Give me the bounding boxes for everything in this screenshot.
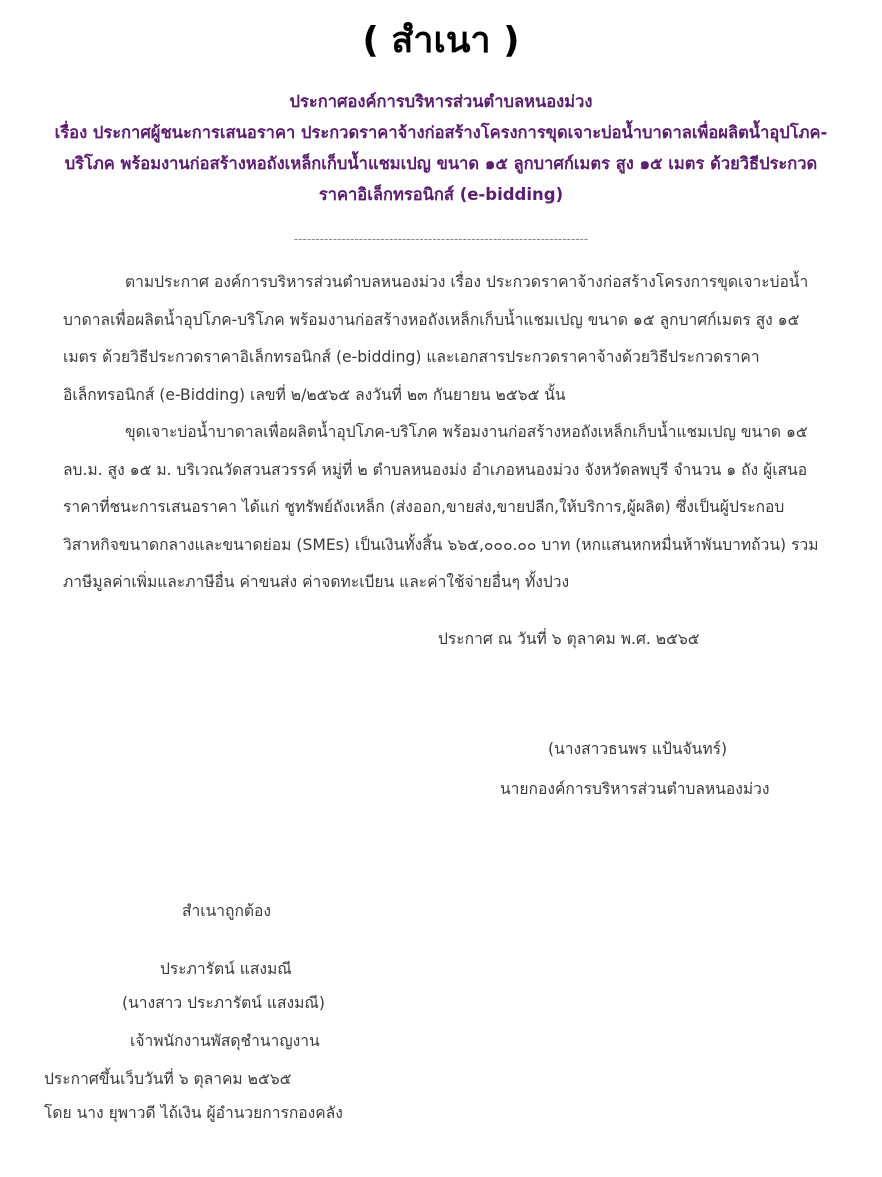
heading-subject-line-3: ราคาอิเล็กทรอนิกส์ (e-bidding) — [318, 185, 564, 204]
announcement-body — [63, 264, 853, 602]
signer-name: (นางสาวธนพร แป้นจันทร์) — [548, 740, 728, 758]
heading-divider: -------------------------------------------------------------------- — [293, 232, 589, 246]
paragraph2-line: ภาษีมูลค่าเพิ่มและภาษีอื่น ค่าขนส่ง ค่าจดทะเบียน และค่าใช้จ่ายอื่นๆ ทั้งปวง — [63, 573, 570, 591]
paragraph2-line: ขุดเจาะบ่อน้ำบาดาลเพื่อผลิตน้ำอุปโภค-บริโภค พร้อมงานก่อสร้างหอถังเหล็กเก็บน้ำแชมเปญ ขนาด ๑๕ — [125, 423, 808, 441]
posted-by: โดย นาง ยุพาวดี ไถ้เงิน ผู้อำนวยการกองคลัง — [44, 1104, 343, 1122]
paragraph1-line: เมตร ด้วยวิธีประกวดราคาอิเล็กทรอนิกส์ (e-bidding) และเอกสารประกวดราคาจ้างด้วยวิธีประกวดราคา — [63, 348, 760, 366]
certified-copy-label: สำเนาถูกต้อง — [182, 902, 272, 920]
paragraph1-line: อิเล็กทรอนิกส์ (e-Bidding) เลขที่ ๒/๒๕๖๕ ลงวันที่ ๒๓ กันยายน ๒๕๖๕ นั้น — [63, 385, 566, 404]
paragraph1-line: ตามประกาศ องค์การบริหารส่วนตำบลหนองม่วง เรื่อง ประกวดราคาจ้างก่อสร้างโครงการขุดเจาะบ่อน้ำ — [125, 273, 809, 291]
certifier-position: เจ้าพนักงานพัสดุชำนาญงาน — [130, 1032, 320, 1050]
heading-organization: ประกาศองค์การบริหารส่วนตำบลหนองม่วง — [289, 92, 593, 111]
paragraph2-line: วิสาหกิจขนาดกลางและขนาดย่อม (SMEs) เป็นเงินทั้งสิ้น ๖๖๕,๐๐๐.๐๐ บาท (หกแสนหกหมื่นห้าพันบาทถ้วน) รวม — [63, 535, 819, 554]
announcement-date: ประกาศ ณ วันที่ ๖ ตุลาคม พ.ศ. ๒๕๖๕ — [438, 630, 700, 648]
copy-stamp-title: ( สำเนา ) — [362, 20, 520, 61]
certifier-name: (นางสาว ประภารัตน์ แสงมณี) — [122, 994, 325, 1012]
certifier-signature: ประภารัตน์ แสงมณี — [160, 960, 292, 978]
signer-title: นายกองค์การบริหารส่วนตำบลหนองม่วง — [500, 780, 770, 798]
paragraph2-line: ลบ.ม. สูง ๑๕ ม. บริเวณวัดสวนสวรรค์ หมู่ที่ ๒ ตำบลหนองม่ง อำเภอหนองม่วง จังหวัดลพบุรี จำนวน ๑ ถัง ผู้เสนอ — [63, 460, 808, 479]
announcement-heading — [40, 86, 842, 210]
paragraph1-line: บาดาลเพื่อผลิตน้ำอุปโภค-บริโภค พร้อมงานก่อสร้างหอถังเหล็กเก็บน้ำแชมเปญ ขนาด ๑๕ ลูกบาศก์เมตร สูง ๑๕ — [63, 310, 800, 329]
heading-subject-line-2: บริโภค พร้อมงานก่อสร้างหอถังเหล็กเก็บน้ำแชมเปญ ขนาด ๑๕ ลูกบาศก์เมตร สูง ๑๕ เมตร ด้วยวิธีประกวด — [64, 154, 818, 173]
heading-subject-line-1: เรื่อง ประกาศผู้ชนะการเสนอราคา ประกวดราคาจ้างก่อสร้างโครงการขุดเจาะบ่อน้ำบาดาลเพื่อผลิตน้ำอุปโภค- — [54, 123, 828, 142]
paragraph2-line: ราคาที่ชนะการเสนอราคา ได้แก่ ชูทรัพย์ถังเหล็ก (ส่งออก,ขายส่ง,ขายปลีก,ให้บริการ,ผู้ผลิต) ซึ่งเป็นผู้ประกอบ — [63, 498, 785, 516]
web-posted-date: ประกาศขึ้นเว็บวันที่ ๖ ตุลาคม ๒๕๖๕ — [44, 1070, 292, 1088]
